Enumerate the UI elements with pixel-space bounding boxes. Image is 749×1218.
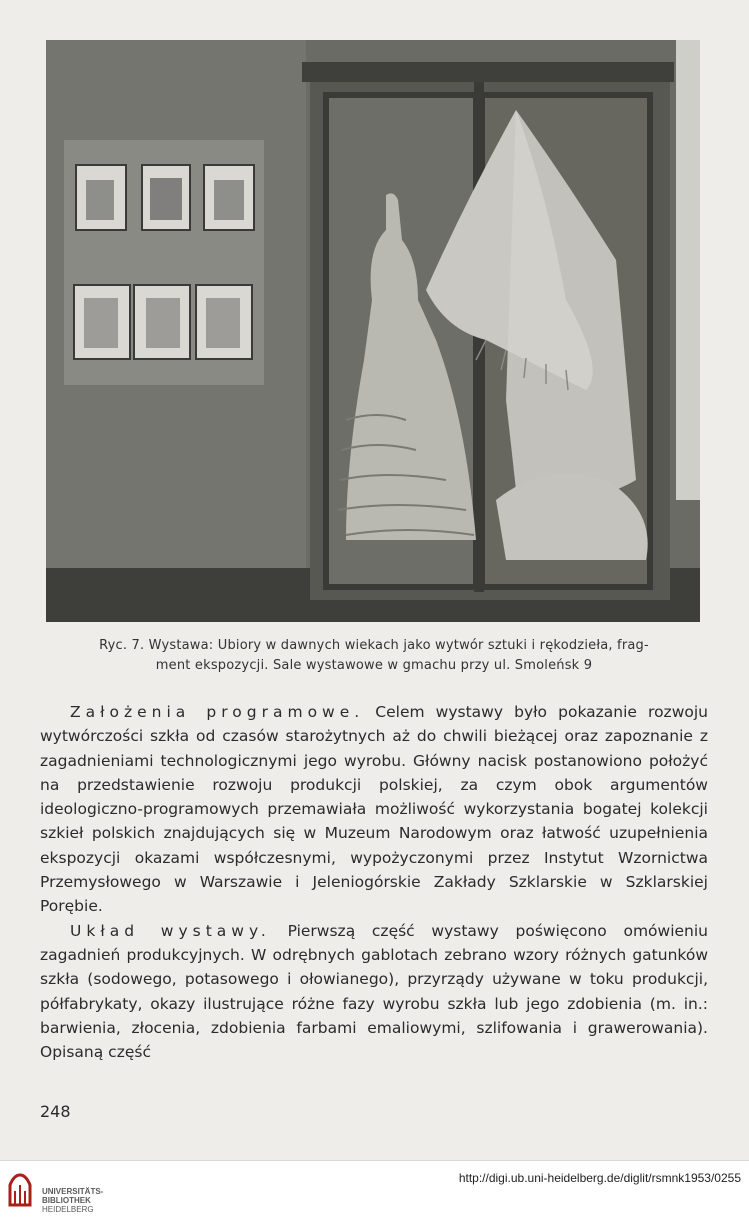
caption-line-1: Ryc. 7. Wystawa: Ubiory w dawnych wiekach jako wytwór sztuki i rękodzieła, frag- xyxy=(99,638,649,653)
paragraph-text: Pierwszą część wystawy poświęcono omówieniu zagadnień produkcyjnych. W odrębnych gablotach zebrano wzory różnych gatunków szkła (sodowego, potasowego i ołowianego), przyrządy używane w toku produkcji, półfabrykaty, okazy ilustrujące różne fazy wyrobu szkła lub jego zdobienia (m. in.: barwienia, złocenia, zdobienia farbami emaliowymi, szlifowania i grawerowania). Opisaną część xyxy=(40,921,708,1062)
exhibition-photo xyxy=(46,40,700,622)
page-number: 248 xyxy=(40,1102,71,1121)
logo-line-2: BIBLIOTHEK xyxy=(42,1196,91,1205)
logo-line-3: HEIDELBERG xyxy=(42,1205,94,1214)
section-heading: Układ wystawy. xyxy=(70,921,271,940)
library-logo-icon xyxy=(8,1171,32,1207)
logo-line-1: UNIVERSITÄTS- xyxy=(42,1187,104,1196)
source-url-link[interactable]: http://digi.ub.uni-heidelberg.de/diglit/rsmnk1953/0255 xyxy=(458,1171,741,1185)
paragraph-zalozenia xyxy=(40,700,708,919)
caption-line-2: ment ekspozycji. Sale wystawowe w gmachu przy ul. Smoleńsk 9 xyxy=(155,658,593,673)
paragraph-text: Celem wystawy było pokazanie rozwoju wytwórczości szkła od czasów starożytnych aż do chwili bieżącej oraz zapoznanie z zagadnieniami technologicznymi jego wyrobu. Główny nacisk postanowiono położyć na przedstawienie rozwoju produkcji polskiej, za czym obok argumentów ideologiczno-programowych przemawiała możliwość wykorzystania bogatej kolekcji szkieł polskich znajdujących się w Muzeum Narodowym oraz łatwość uzupełnienia ekspozycji okazami współczesnymi, wypożyczonymi przez Instytut Wzornictwa Przemysłowego w Warszawie i Jeleniogórskie Zakłady Szklarskie w Szklarskiej Porębie. xyxy=(40,703,708,916)
section-heading: Założenia programowe. xyxy=(70,703,365,721)
figure-caption xyxy=(40,636,708,676)
footer-bar xyxy=(0,1160,749,1218)
exhibition-photo-drawing xyxy=(46,40,700,622)
paragraph-uklad xyxy=(40,919,708,1065)
library-logo[interactable] xyxy=(8,1171,148,1214)
library-logo-text xyxy=(42,1187,103,1214)
body-text xyxy=(40,700,708,1064)
